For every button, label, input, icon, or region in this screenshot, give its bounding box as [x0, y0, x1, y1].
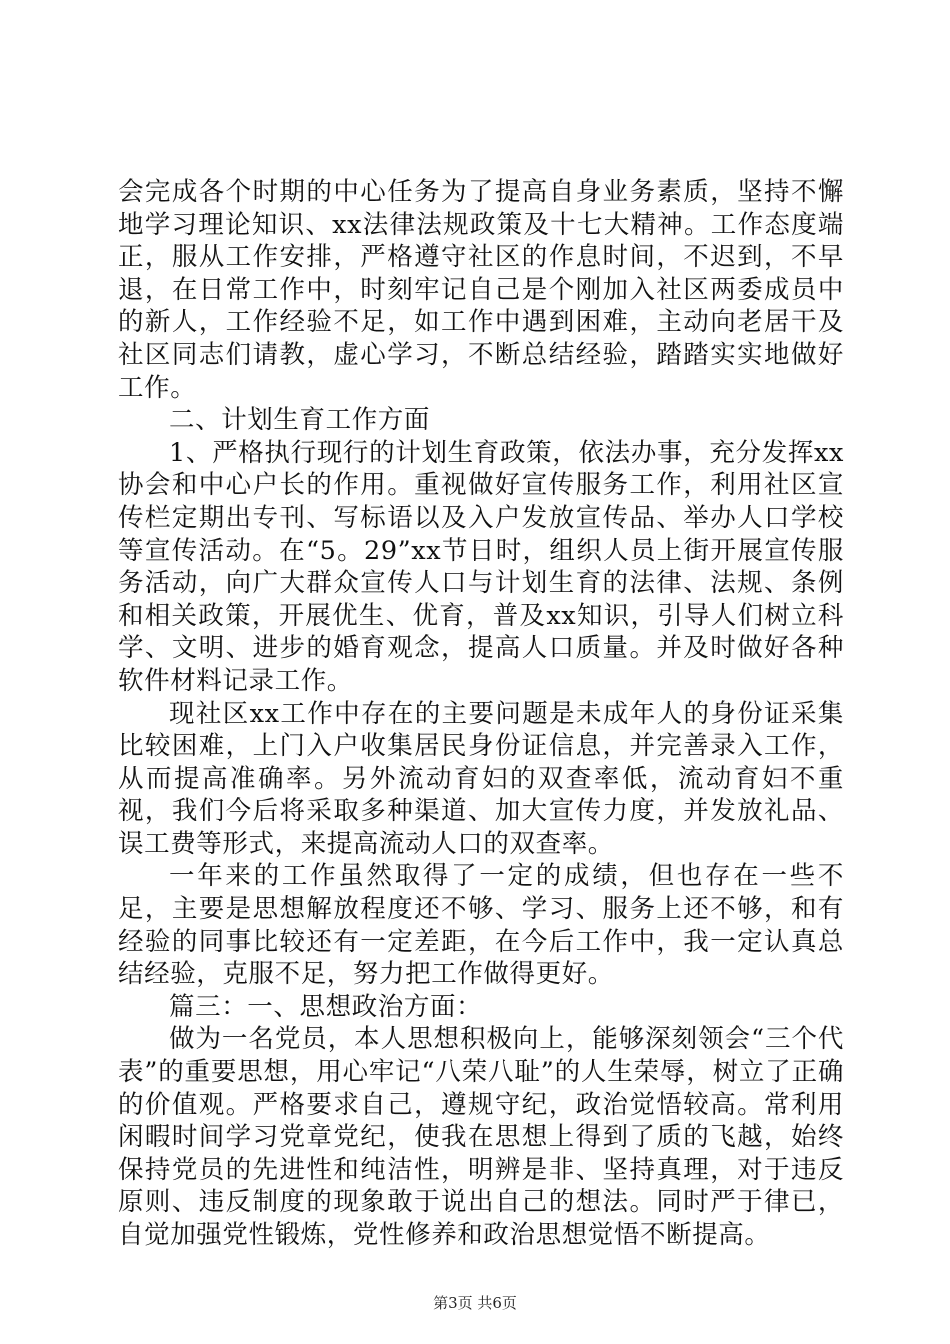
document-body — [118, 176, 844, 1252]
paragraph-3: 1、严格执行现行的计划生育政策，依法办事，充分发挥xx协会和中心户长的作用。重视做好宣传服务工作，利用社区宣传栏定期出专刊、写标语以及入户发放宣传品、举办人口学校等宣传活动。在“5。29”xx节日时，组织人员上街开展宣传服务活动，向广大群众宣传人口与计划生育的法律、法规、条例和相关政策，开展优生、优育，普及xx知识，引导人们树立科学、文明、进步的婚育观念，提高人口质量。并及时做好各种软件材料记录工作。 — [118, 437, 844, 696]
paragraph-5: 一年来的工作虽然取得了一定的成绩，但也存在一些不足，主要是思想解放程度还不够、学习、服务上还不够，和有经验的同事比较还有一定差距，在今后工作中，我一定认真总结经验，克服不足，努力把工作做得更好。 — [118, 861, 844, 990]
section-heading-part-three: 篇三：一、思想政治方面： — [169, 991, 483, 1022]
paragraph-4: 现社区xx工作中存在的主要问题是未成年人的身份证采集比较困难，上门入户收集居民身份证信息，并完善录入工作，从而提高准确率。另外流动育妇的双查率低，流动育妇不重视，我们今后将采取多种渠道、加大宣传力度，并发放礼品、误工费等形式，来提高流动人口的双查率。 — [118, 698, 844, 859]
section-heading-family-planning: 二、计划生育工作方面 — [169, 405, 431, 436]
paragraph-1: 会完成各个时期的中心任务为了提高自身业务素质，坚持不懈地学习理论知识、xx法律法规政策及十七大精神。工作态度端正，服从工作安排，严格遵守社区的作息时间，不迟到，不早退，在日常工作中，时刻牢记自己是个刚加入社区两委成员中的新人，工作经验不足，如工作中遇到困难，主动向老居干及社区同志们请教，虚心学习，不断总结经验，踏踏实实地做好工作。 — [118, 177, 844, 403]
page-number-footer: 第3页 共6页 — [433, 1294, 517, 1312]
paragraph-7: 做为一名党员，本人思想积极向上，能够深刻领会“三个代表”的重要思想，用心牢记“八荣八耻”的人生荣辱，树立了正确的价值观。严格要求自己，遵规守纪，政治觉悟较高。常利用闲暇时间学习党章党纪，使我在思想上得到了质的飞越，始终保持党员的先进性和纯洁性，明辨是非、坚持真理，对于违反原则、违反制度的现象敢于说出自己的想法。同时严于律已，自觉加强党性锻炼，党性修养和政治思想觉悟不断提高。 — [118, 1024, 844, 1250]
